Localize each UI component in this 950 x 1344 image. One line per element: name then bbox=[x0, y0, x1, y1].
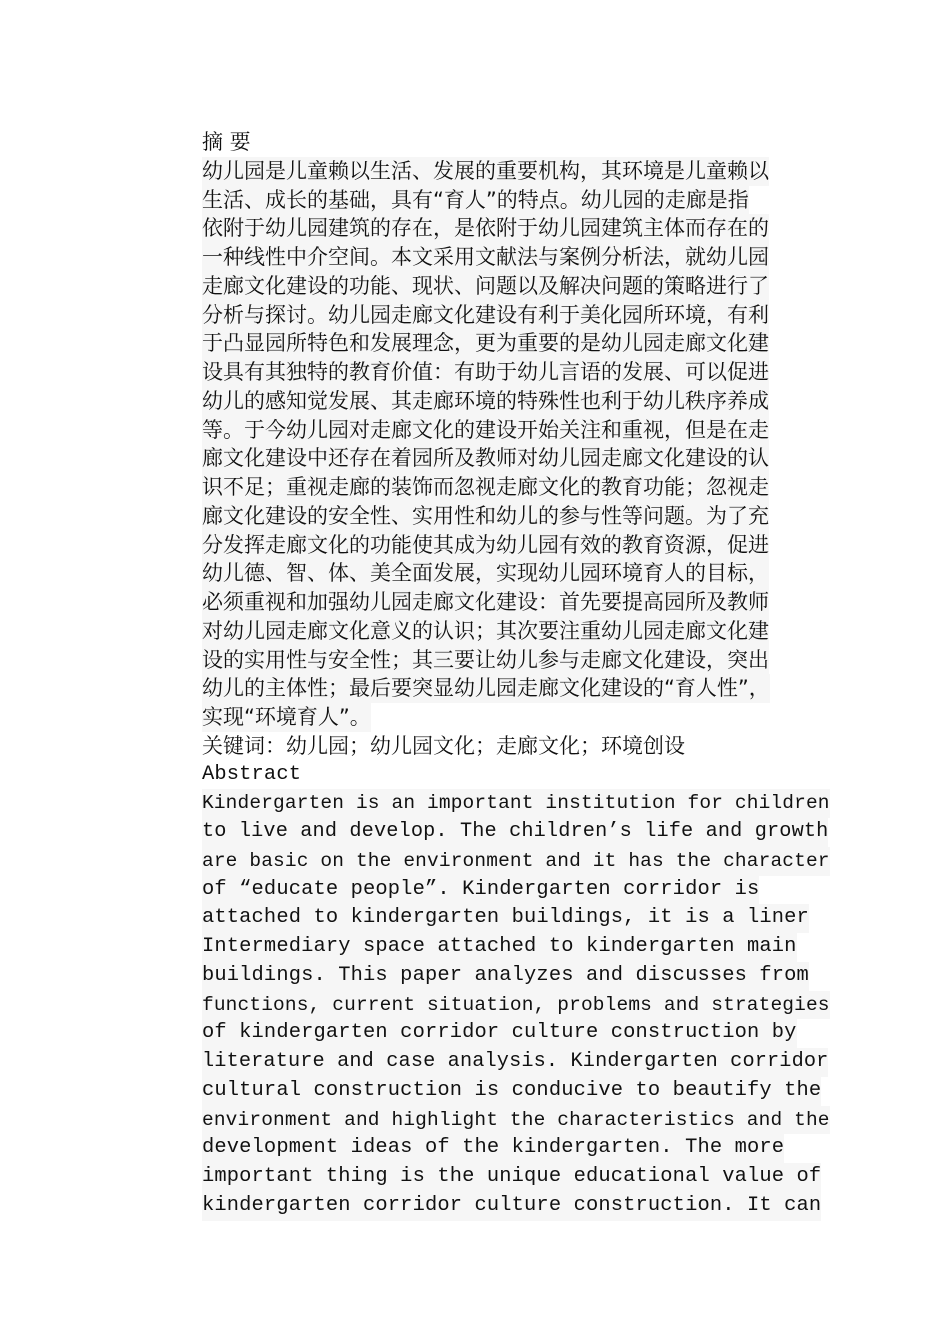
text-line: important thing is the unique educational value of bbox=[202, 1163, 821, 1192]
text-line: 幼儿的感知觉发展、其走廊环境的特殊性也利于幼儿秩序养成 bbox=[202, 387, 769, 416]
keywords-cn: 关键词：幼儿园；幼儿园文化；走廊文化；环境创设 bbox=[202, 733, 685, 758]
text-line: 设的实用性与安全性；其三要让幼儿参与走廊文化建设，突出 bbox=[202, 646, 769, 675]
text-line: are basic on the environment and it has the character bbox=[202, 847, 830, 876]
text-line: 生活、成长的基础，具有“育人”的特点。幼儿园的走廊是指 bbox=[202, 186, 749, 215]
text-line: of “educate people”. Kindergarten corridor is bbox=[202, 876, 759, 905]
abstract-heading-en: Abstract bbox=[202, 762, 302, 786]
text-line: to live and develop. The children’s life and growth bbox=[202, 818, 828, 847]
text-line: 必须重视和加强幼儿园走廊文化建设：首先要提高园所及教师 bbox=[202, 588, 769, 617]
text-line: 幼儿园是儿童赖以生活、发展的重要机构，其环境是儿童赖以 bbox=[202, 157, 769, 186]
abstract-body-en bbox=[202, 789, 832, 1220]
text-line: 等。于今幼儿园对走廊文化的建设开始关注和重视，但是在走 bbox=[202, 416, 769, 445]
text-line: kindergarten corridor culture construction. It can bbox=[202, 1192, 821, 1221]
text-line: 分析与探讨。幼儿园走廊文化建设有利于美化园所环境，有利 bbox=[202, 301, 769, 330]
text-line: environment and highlight the characteristics and the bbox=[202, 1106, 830, 1135]
text-line: 识不足；重视走廊的装饰而忽视走廊文化的教育功能；忽视走 bbox=[202, 473, 769, 502]
text-line: 分发挥走廊文化的功能使其成为幼儿园有效的教育资源，促进 bbox=[202, 531, 769, 560]
text-line: cultural construction is conducive to beautify the bbox=[202, 1077, 821, 1106]
text-line: 廊文化建设的安全性、实用性和幼儿的参与性等问题。为了充 bbox=[202, 502, 769, 531]
text-line: 实现“环境育人”。 bbox=[202, 703, 371, 732]
text-line: Kindergarten is an important institution for children bbox=[202, 789, 830, 818]
text-line: 对幼儿园走廊文化意义的认识；其次要注重幼儿园走廊文化建 bbox=[202, 617, 769, 646]
abstract-heading-cn: 摘 要 bbox=[202, 130, 251, 154]
text-line: 依附于幼儿园建筑的存在，是依附于幼儿园建筑主体而存在的 bbox=[202, 214, 769, 243]
text-line: Intermediary space attached to kindergarten main bbox=[202, 933, 797, 962]
text-line: of kindergarten corridor culture construction by bbox=[202, 1019, 797, 1048]
text-line: development ideas of the kindergarten. The more bbox=[202, 1134, 784, 1163]
text-line: 一种线性中介空间。本文采用文献法与案例分析法，就幼儿园 bbox=[202, 243, 769, 272]
text-line: 于凸显园所特色和发展理念，更为重要的是幼儿园走廊文化建 bbox=[202, 329, 769, 358]
text-line: 廊文化建设中还存在着园所及教师对幼儿园走廊文化建设的认 bbox=[202, 444, 769, 473]
text-line: 走廊文化建设的功能、现状、问题以及解决问题的策略进行了 bbox=[202, 272, 769, 301]
text-line: 幼儿德、智、体、美全面发展，实现幼儿园环境育人的目标， bbox=[202, 559, 769, 588]
text-line: 幼儿的主体性；最后要突显幼儿园走廊文化建设的“育人性”， bbox=[202, 674, 770, 703]
text-line: attached to kindergarten buildings, it is a liner bbox=[202, 904, 809, 933]
abstract-body-cn bbox=[202, 157, 832, 732]
text-line: literature and case analysis. Kindergarten corridor bbox=[202, 1048, 828, 1077]
text-line: 设具有其独特的教育价值：有助于幼儿言语的发展、可以促进 bbox=[202, 358, 769, 387]
text-line: functions, current situation, problems and strategies bbox=[202, 991, 830, 1020]
text-line: buildings. This paper analyzes and discusses from bbox=[202, 962, 809, 991]
document-page bbox=[202, 128, 832, 1221]
